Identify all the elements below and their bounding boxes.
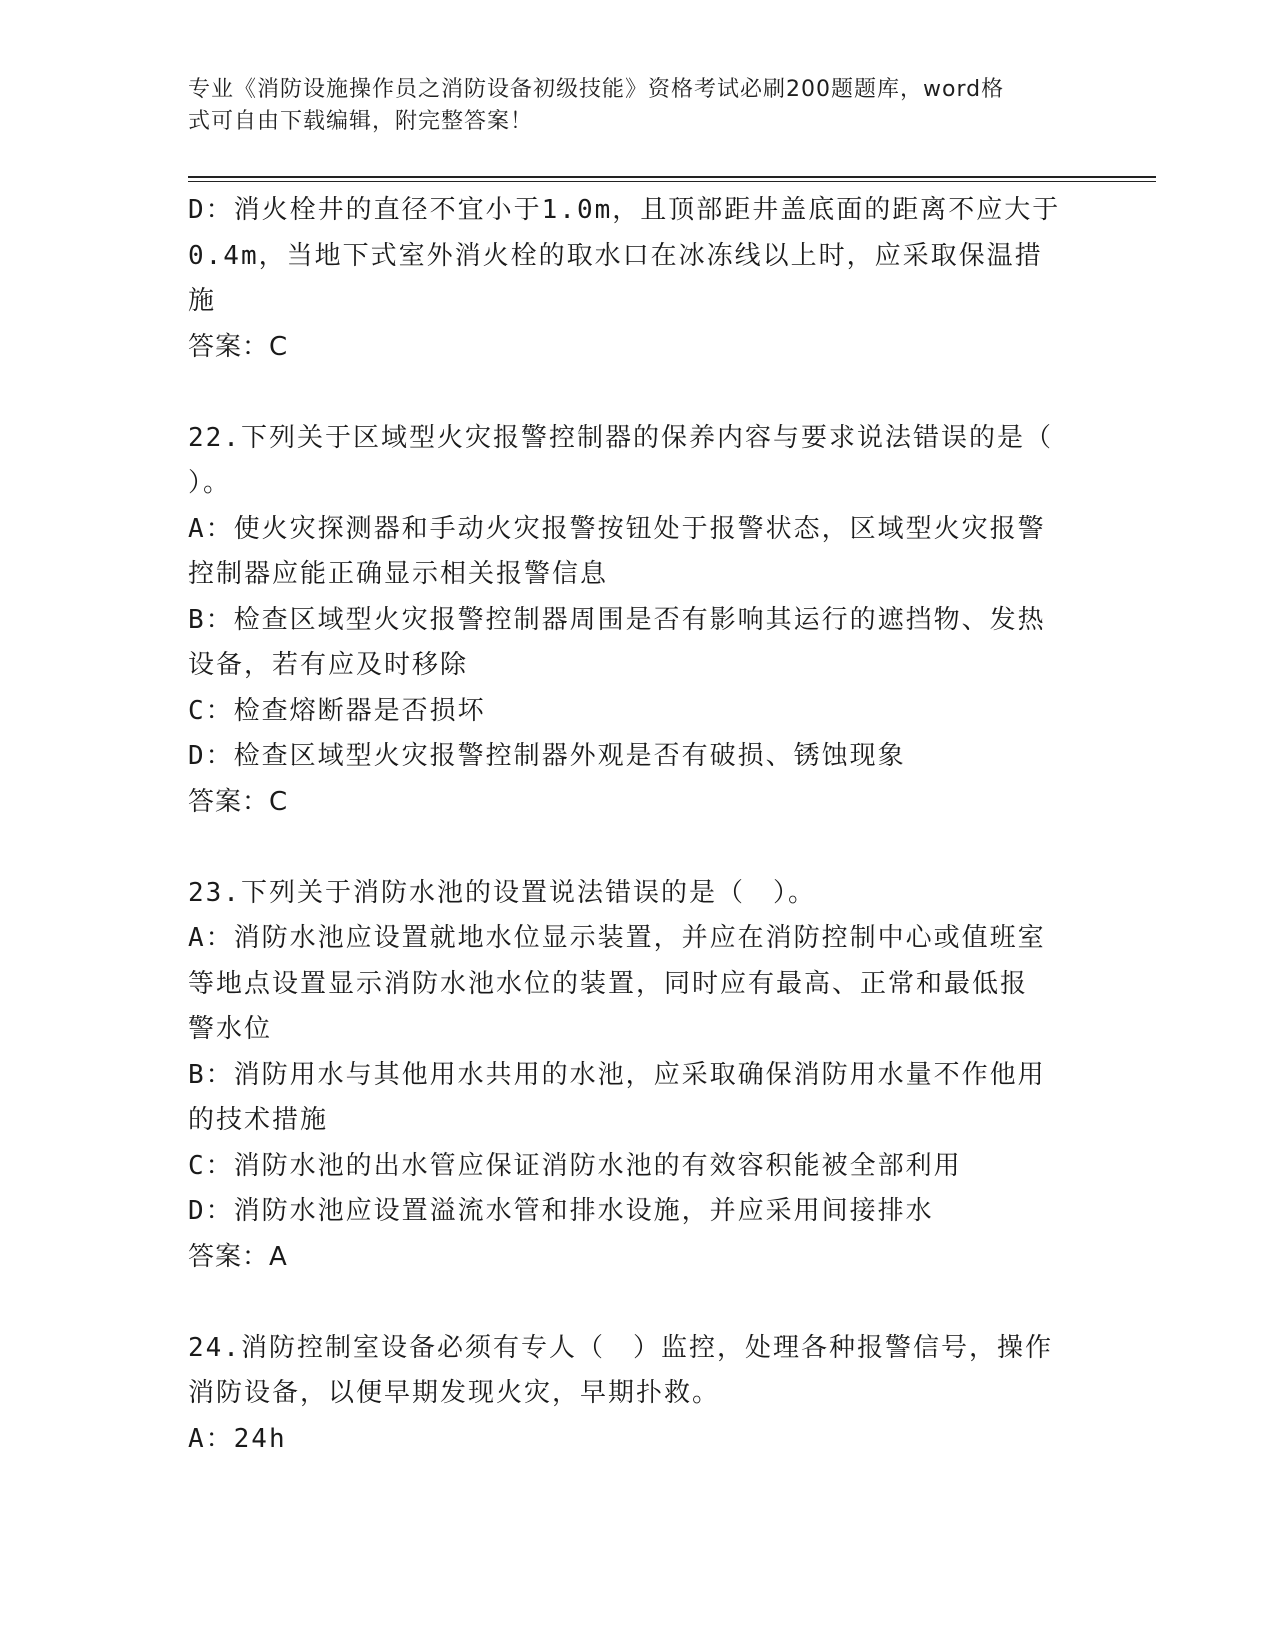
question-stem: 23.下列关于消防水池的设置说法错误的是（ ）。 (188, 877, 816, 908)
option-a-line: A：消防水池应设置就地水位显示装置，并应在消防控制中心或值班室 (188, 923, 1046, 953)
option-c: C：检查熔断器是否损坏 (188, 695, 486, 726)
option-d: D：消防水池应设置溢流水管和排水设施，并应采用间接排水 (188, 1196, 934, 1226)
question-content (188, 188, 1088, 1462)
header-line-2: 式可自由下载编辑，附完整答案！ (188, 109, 534, 134)
prev-question-answer: 答案：C (188, 331, 289, 362)
answer: 答案：A (188, 1241, 288, 1272)
question-stem-line: 24.消防控制室设备必须有专人（ ）监控，处理各种报警信号，操作 (188, 1332, 1053, 1363)
question-24 (188, 1326, 1088, 1463)
option-b-line: B：检查区域型火灾报警控制器周围是否有影响其运行的遮挡物、发热 (188, 604, 1046, 635)
header-line-1: 专业《消防设施操作员之消防设备初级技能》资格考试必刷200题题库，word格 (188, 77, 1005, 102)
option-line: 0.4m，当地下式室外消火栓的取水口在冰冻线以上时，应采取保温措 (188, 240, 1043, 271)
header-rule-thin (188, 181, 1156, 182)
option-b-line: B：消防用水与其他用水共用的水池，应采取确保消防用水量不作他用 (188, 1059, 1046, 1090)
option-a-line: 等地点设置显示消防水池水位的装置，同时应有最高、正常和最低报 (188, 968, 1029, 999)
option-d: D：检查区域型火灾报警控制器外观是否有破损、锈蚀现象 (188, 741, 906, 771)
spacer (188, 1280, 1088, 1326)
question-22 (188, 416, 1088, 826)
spacer (188, 825, 1088, 871)
document-header (188, 74, 1068, 138)
option-b-line: 的技术措施 (188, 1105, 329, 1135)
answer: 答案：C (188, 786, 289, 817)
header-rule-thick (188, 176, 1156, 178)
question-stem-line: 消防设备，以便早期发现火灾，早期扑救。 (188, 1378, 721, 1408)
option-a-line: A：使火灾探测器和手动火灾报警按钮处于报警状态，区域型火灾报警 (188, 513, 1046, 544)
option-c: C：消防水池的出水管应保证消防水池的有效容积能被全部利用 (188, 1150, 962, 1181)
question-stem-line: 22.下列关于区域型火灾报警控制器的保养内容与要求说法错误的是（ (188, 422, 1053, 453)
option-a: A：24h (188, 1423, 287, 1454)
option-b-line: 设备，若有应及时移除 (188, 650, 469, 680)
spacer (188, 370, 1088, 416)
question-stem-line: ）。 (188, 468, 232, 498)
question-23 (188, 871, 1088, 1281)
option-line: D：消火栓井的直径不宜小于1.0m，且顶部距井盖底面的距离不应大于 (188, 195, 1061, 225)
option-a-line: 警水位 (188, 1014, 273, 1044)
option-a-line: 控制器应能正确显示相关报警信息 (188, 559, 609, 589)
prev-question-option-d (188, 188, 1088, 325)
option-line: 施 (188, 286, 217, 316)
